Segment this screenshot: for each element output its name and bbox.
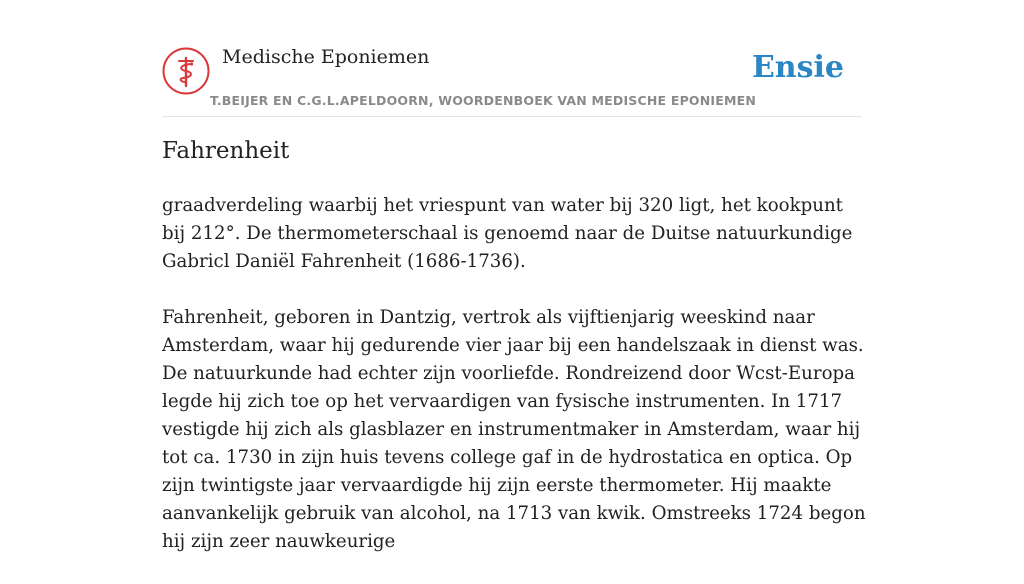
entry-title: Fahrenheit bbox=[162, 138, 290, 164]
page-header bbox=[162, 44, 862, 117]
book-byline: T.BEIJER EN C.G.L.APELDOORN, WOORDENBOEK VAN MEDISCHE EPONIEMEN bbox=[210, 93, 757, 108]
book-title[interactable]: Medische Eponiemen bbox=[222, 46, 430, 68]
entry-paragraph: graadverdeling waarbij het vriespunt van water bij 320 ligt, het kookpunt bij 212°. De thermometerschaal is genoemd naar de Duitse natuurkundige Gabricl Daniël Fahrenheit (1686-1736). bbox=[162, 195, 853, 272]
entry-content bbox=[162, 192, 868, 584]
entry-paragraph: Fahrenheit, geboren in Dantzig, vertrok als vijftienjarig weeskind naar Amsterdam, waar hij gedurende vier jaar bij een handelszaak in dienst was. De natuurkunde had echter zijn voorliefde. Rondreizend door Wcst-Europa legde hij zich toe op het vervaardigen van fysische instrumenten. In 1717 vestigde hij zich als glasblazer en instrumentmaker in Amsterdam, waar hij tot ca. 1730 in zijn huis tevens college gaf in de hydrostatica en optica. Op zijn twintigste jaar vervaardigde hij zijn eerste thermometer. Hij maakte aanvankelijk gebruik van alcohol, na 1713 van kwik. Omstreeks 1724 begon hij zijn zeer nauwkeurige bbox=[162, 307, 866, 552]
ensie-logo-link[interactable]: Ensie bbox=[751, 50, 844, 85]
staff-of-asclepius-icon[interactable] bbox=[162, 47, 210, 95]
